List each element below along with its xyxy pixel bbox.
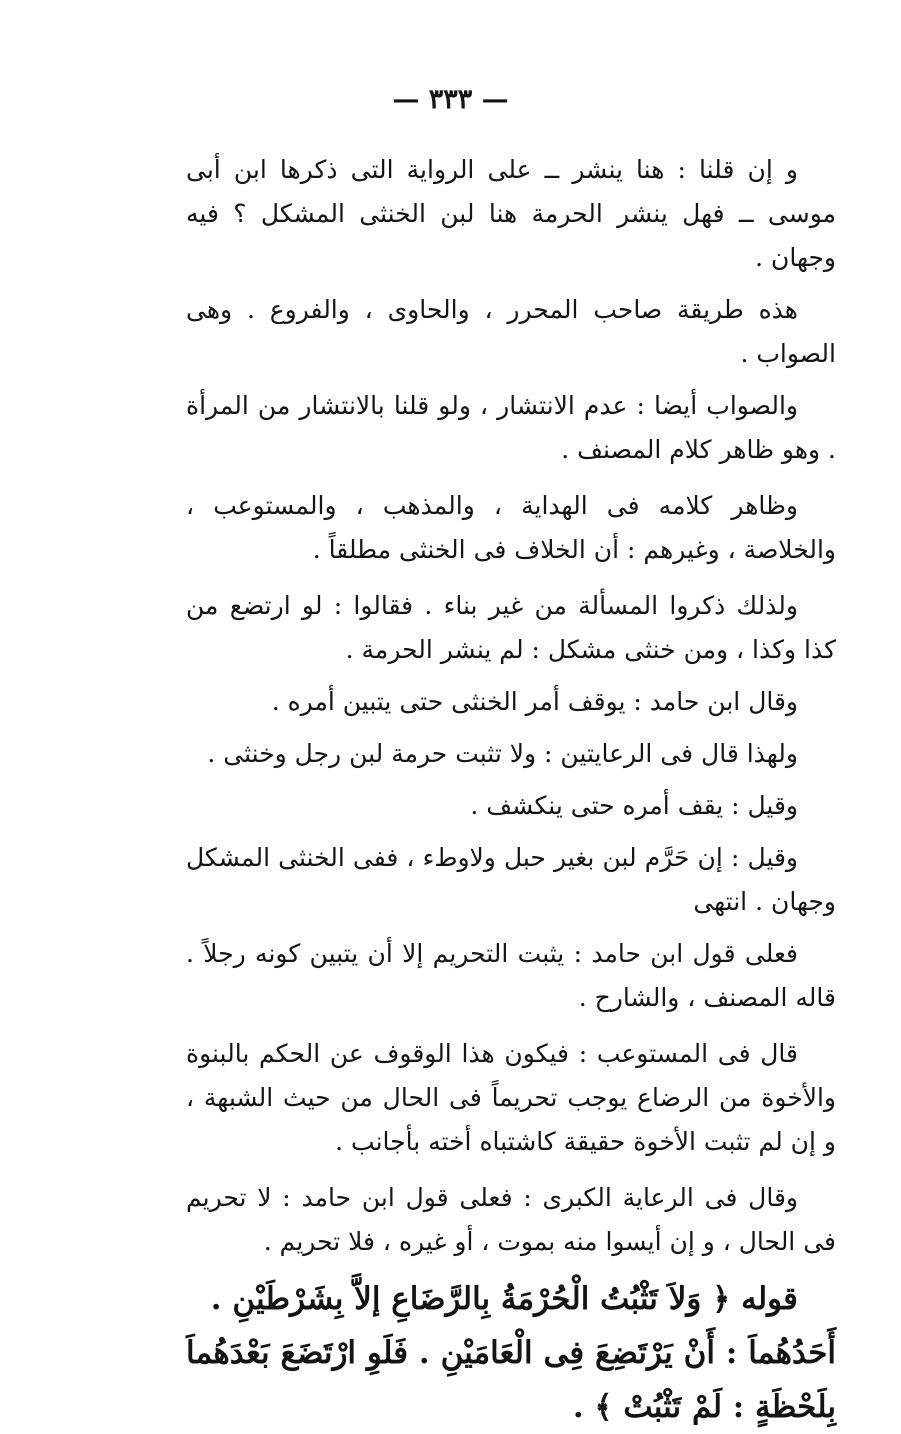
paragraph: وظاهر كلامه فى الهداية ، والمذهب ، والمستوعب ، والخلاصة ، وغيرهم : أن الخلاف فى الخنثى مطلقاً .: [186, 491, 836, 564]
paragraph: وقيل : يقف أمره حتى ينكشف .: [470, 791, 798, 820]
paragraph: فعلى قول ابن حامد : يثبت التحريم إلا أن يتبين كونه رجلاً . قاله المصنف ، والشارح .: [186, 939, 836, 1012]
main-text: [186, 148, 836, 1434]
paragraph: والصواب أيضا : عدم الانتشار ، ولو قلنا بالانتشار من المرأة . وهو ظاهر كلام المصنف .: [186, 391, 836, 464]
page-number: — ٣٣٣ —: [392, 84, 509, 115]
paragraph: ولذلك ذكروا المسألة من غير بناء . فقالوا : لو ارتضع من كذا وكذا ، ومن خنثى مشكل : لم ينشر الحرمة .: [186, 591, 836, 664]
paragraph: و إن قلنا : هنا ينشر ــ على الرواية التى ذكرها ابن أبى موسى ــ فهل ينشر الحرمة هنا لبن الخنثى المشكل ؟ فيه وجهان .: [186, 155, 836, 272]
paragraph: وقيل : إن حَرَّم لبن بغير حبل ولاوطء ، ففى الخنثى المشكل وجهان . انتهى: [186, 843, 836, 916]
paragraph: وقال فى الرعاية الكبرى : فعلى قول ابن حامد : لا تحريم فى الحال ، و إن أيسوا منه بموت ، أو غيره ، فلا تحريم .: [186, 1183, 836, 1256]
paragraph: هذه طريقة صاحب المحرر ، والحاوى ، والفروع . وهى الصواب .: [186, 295, 836, 368]
paragraph: قال فى المستوعب : فيكون هذا الوقوف عن الحكم بالبنوة والأخوة من الرضاع يوجب تحريماً فى الحال من حيث الشبهة ، و إن لم تثبت الأخوة حقيقة كاشتباه أخته بأجانب .: [186, 1039, 836, 1156]
quoted-matn-condition: أَحَدُهُماَ : أَنْ يَرْتَضِعَ فِى الْعَامَيْنِ . فَلَوِ ارْتَضَعَ بَعْدَهُماَ بِلَحْظَةٍ : لَمْ تَثْبُتْ ﴾ .: [186, 1335, 836, 1425]
paragraph: وقال ابن حامد : يوقف أمر الخنثى حتى يتبين أمره .: [271, 687, 798, 716]
paragraph: ولهذا قال فى الرعايتين : ولا تثبت حرمة لبن رجل وخنثى .: [207, 739, 798, 768]
quoted-matn-heading: قوله ﴿ وَلاَ تَثْبُتُ الْحُرْمَةُ بِالرَّضَاعِ إلاَّ بِشَرْطَيْنِ .: [210, 1281, 798, 1317]
